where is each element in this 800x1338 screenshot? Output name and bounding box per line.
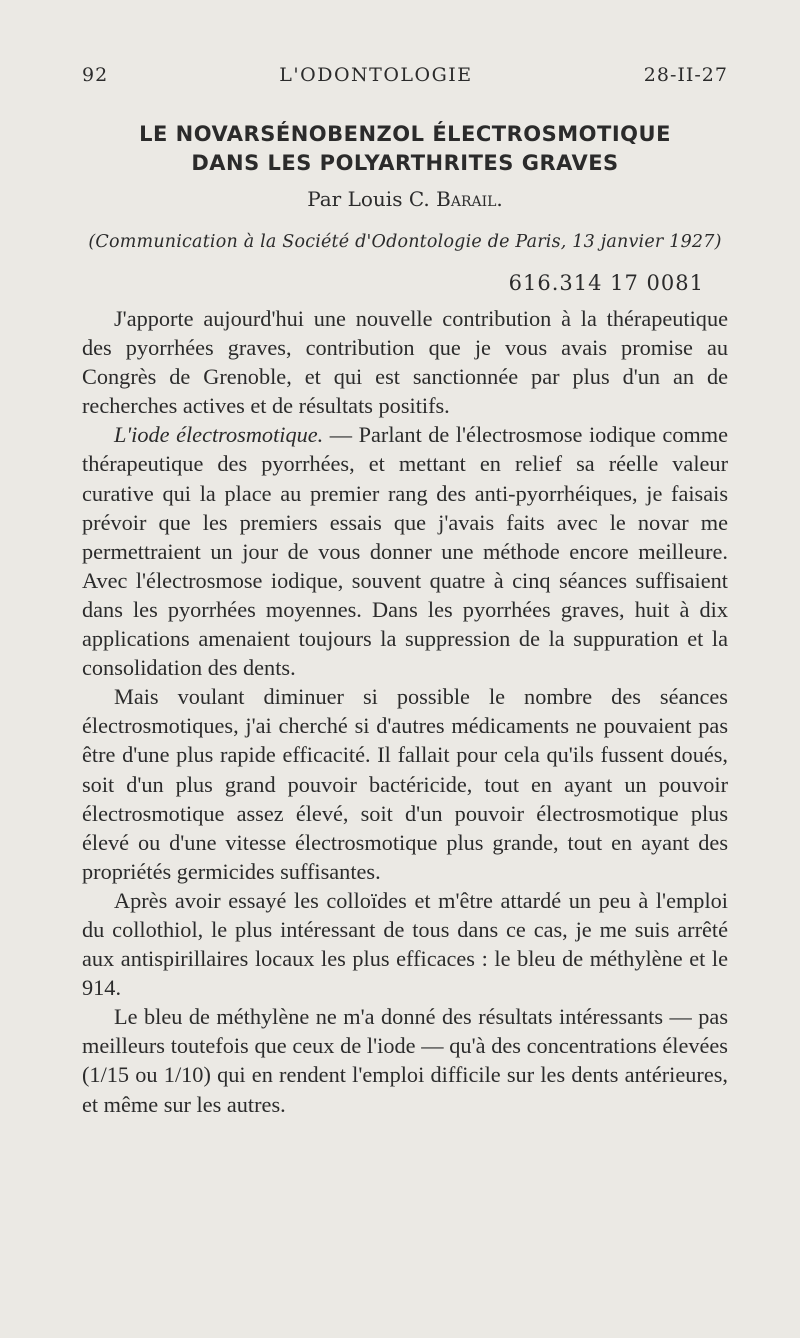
byline	[82, 187, 728, 211]
communication-note: (Communication à la Société d'Odontologie de Paris, 13 janvier 1927)	[88, 232, 722, 252]
title-line-2: DANS LES POLYARTHRITES GRAVES	[191, 151, 619, 175]
page-number: 92	[82, 64, 109, 86]
running-head	[82, 64, 728, 86]
paragraph-2-text: — Parlant de l'électrosmose iodique comme thérapeutique des pyorrhées, et mettant en relief sa réelle valeur curative qui la place au premier rang des anti-pyorrhéiques, je faisais prévoir que les premiers essais que j'avais faits avec le novar me permettraient un jour de vous donner une méthode encore meilleure. Avec l'électrosmose iodique, souvent quatre à cinq séances suffisaient dans les pyorrhées moyennes. Dans les pyorrhées graves, huit à dix applications amenaient toujours la suppression de la suppuration et la consolidation des dents.	[82, 422, 729, 681]
article-body	[82, 304, 728, 1119]
title-line-1: LE NOVARSÉNOBENZOL ÉLECTROSMOTIQUE	[139, 122, 671, 146]
byline-prefix: Par Louis C.	[307, 187, 437, 211]
paragraph-5: Le bleu de méthylène ne m'a donné des résultats intéressants — pas meilleurs toutefois que ceux de l'iode — qu'à des concentrations élevées (1/15 ou 1/10) qui en rendent l'emploi difficile sur les dents antérieures, et même sur les autres.	[82, 1004, 728, 1117]
paragraph-1: J'apporte aujourd'hui une nouvelle contribution à la thérapeutique des pyorrhées graves, contribution que je vous avais promise au Congrès de Grenoble, et qui est sanctionnée par plus d'un an de recherches actives et de résultats positifs.	[82, 306, 728, 419]
paragraph-3: Mais voulant diminuer si possible le nombre des séances électrosmotiques, j'ai cherché si d'autres médicaments ne pouvaient pas être d'une plus rapide efficacité. Il fallait pour cela qu'ils fussent doués, soit d'un plus grand pouvoir bactéricide, tout en ayant un pouvoir électrosmotique assez élevé, soit d'un pouvoir électrosmotique plus élevé ou d'une vitesse électrosmotique plus grande, tout en ayant des propriétés germicides suffisantes.	[82, 684, 728, 884]
classification-code: 616.314 17 0081	[508, 271, 704, 295]
paragraph-4: Après avoir essayé les colloïdes et m'être attardé un peu à l'emploi du collothiol, le plus intéressant de tous dans ce cas, je me suis arrêté aux antispirillaires locaux les plus efficaces : le bleu de méthylène et le 914.	[82, 887, 728, 1001]
journal-name: L'ODONTOLOGIE	[279, 64, 473, 86]
author-surname: Barail.	[436, 187, 503, 211]
paragraph-2	[82, 420, 728, 682]
paragraph-2-lead: L'iode électrosmotique.	[114, 422, 324, 448]
article-title	[82, 120, 728, 178]
issue-date: 28-II-27	[643, 64, 728, 86]
